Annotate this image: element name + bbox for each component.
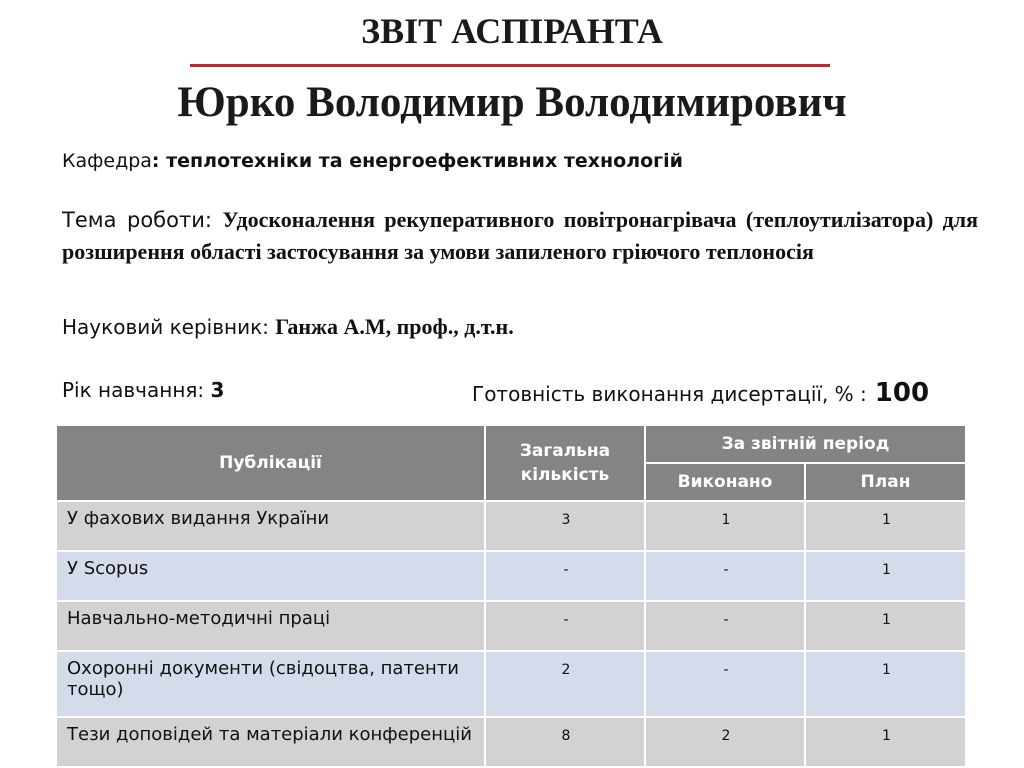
study-year-value: 3 bbox=[210, 378, 225, 402]
row-name: У фахових видання України bbox=[56, 501, 485, 551]
row-name: У Scopus bbox=[56, 551, 485, 601]
row-done: - bbox=[645, 651, 805, 717]
row-total: - bbox=[485, 551, 645, 601]
row-plan: 1 bbox=[805, 601, 966, 651]
table-row bbox=[56, 717, 966, 767]
report-title: ЗВІТ АСПІРАНТА bbox=[361, 11, 663, 51]
study-year-label: Рік навчання: bbox=[62, 378, 205, 402]
header-done: Виконано bbox=[645, 463, 805, 501]
topic-value: Удосконалення рекуперативного повітронагрівача (теплоутилізатора) для розширення області застосування за умови запиленого гріючого теплоносія bbox=[62, 207, 978, 264]
study-year-line bbox=[62, 378, 224, 402]
supervisor-line bbox=[62, 314, 514, 340]
supervisor-value: Ганжа А.М, проф., д.т.н. bbox=[275, 314, 514, 339]
header-period: За звітній період bbox=[645, 425, 966, 463]
row-total: 8 bbox=[485, 717, 645, 767]
readiness-line bbox=[472, 378, 929, 408]
row-plan: 1 bbox=[805, 717, 966, 767]
department-line bbox=[62, 150, 683, 172]
student-name: Юрко Володимир Володимирович bbox=[177, 79, 847, 126]
topic-label: Тема роботи: bbox=[62, 208, 212, 232]
title-divider bbox=[190, 64, 830, 67]
row-done: - bbox=[645, 601, 805, 651]
table-row bbox=[56, 501, 966, 551]
row-total: - bbox=[485, 601, 645, 651]
row-total: 3 bbox=[485, 501, 645, 551]
row-total: 2 bbox=[485, 651, 645, 717]
department-label: Кафедра bbox=[62, 150, 152, 172]
readiness-label: Готовність виконання дисертації, % : bbox=[472, 382, 867, 406]
row-plan: 1 bbox=[805, 651, 966, 717]
table-row bbox=[56, 651, 966, 717]
table-row bbox=[56, 601, 966, 651]
row-done: 2 bbox=[645, 717, 805, 767]
row-plan: 1 bbox=[805, 501, 966, 551]
row-done: 1 bbox=[645, 501, 805, 551]
department-value: : теплотехніки та енергоефективних технологій bbox=[151, 150, 683, 172]
row-name: Тези доповідей та матеріали конференцій bbox=[56, 717, 485, 767]
readiness-value: 100 bbox=[874, 378, 930, 408]
topic-block bbox=[62, 204, 978, 268]
header-plan: План bbox=[805, 463, 966, 501]
row-done: - bbox=[645, 551, 805, 601]
row-name: Охоронні документи (свідоцтва, патенти тощо) bbox=[56, 651, 485, 717]
publications-table bbox=[55, 424, 967, 768]
header-publications: Публікації bbox=[56, 425, 485, 501]
row-name: Навчально-методичні праці bbox=[56, 601, 485, 651]
table-row bbox=[56, 551, 966, 601]
row-plan: 1 bbox=[805, 551, 966, 601]
supervisor-label: Науковий керівник: bbox=[62, 315, 269, 339]
header-total: Загальна кількість bbox=[485, 425, 645, 501]
